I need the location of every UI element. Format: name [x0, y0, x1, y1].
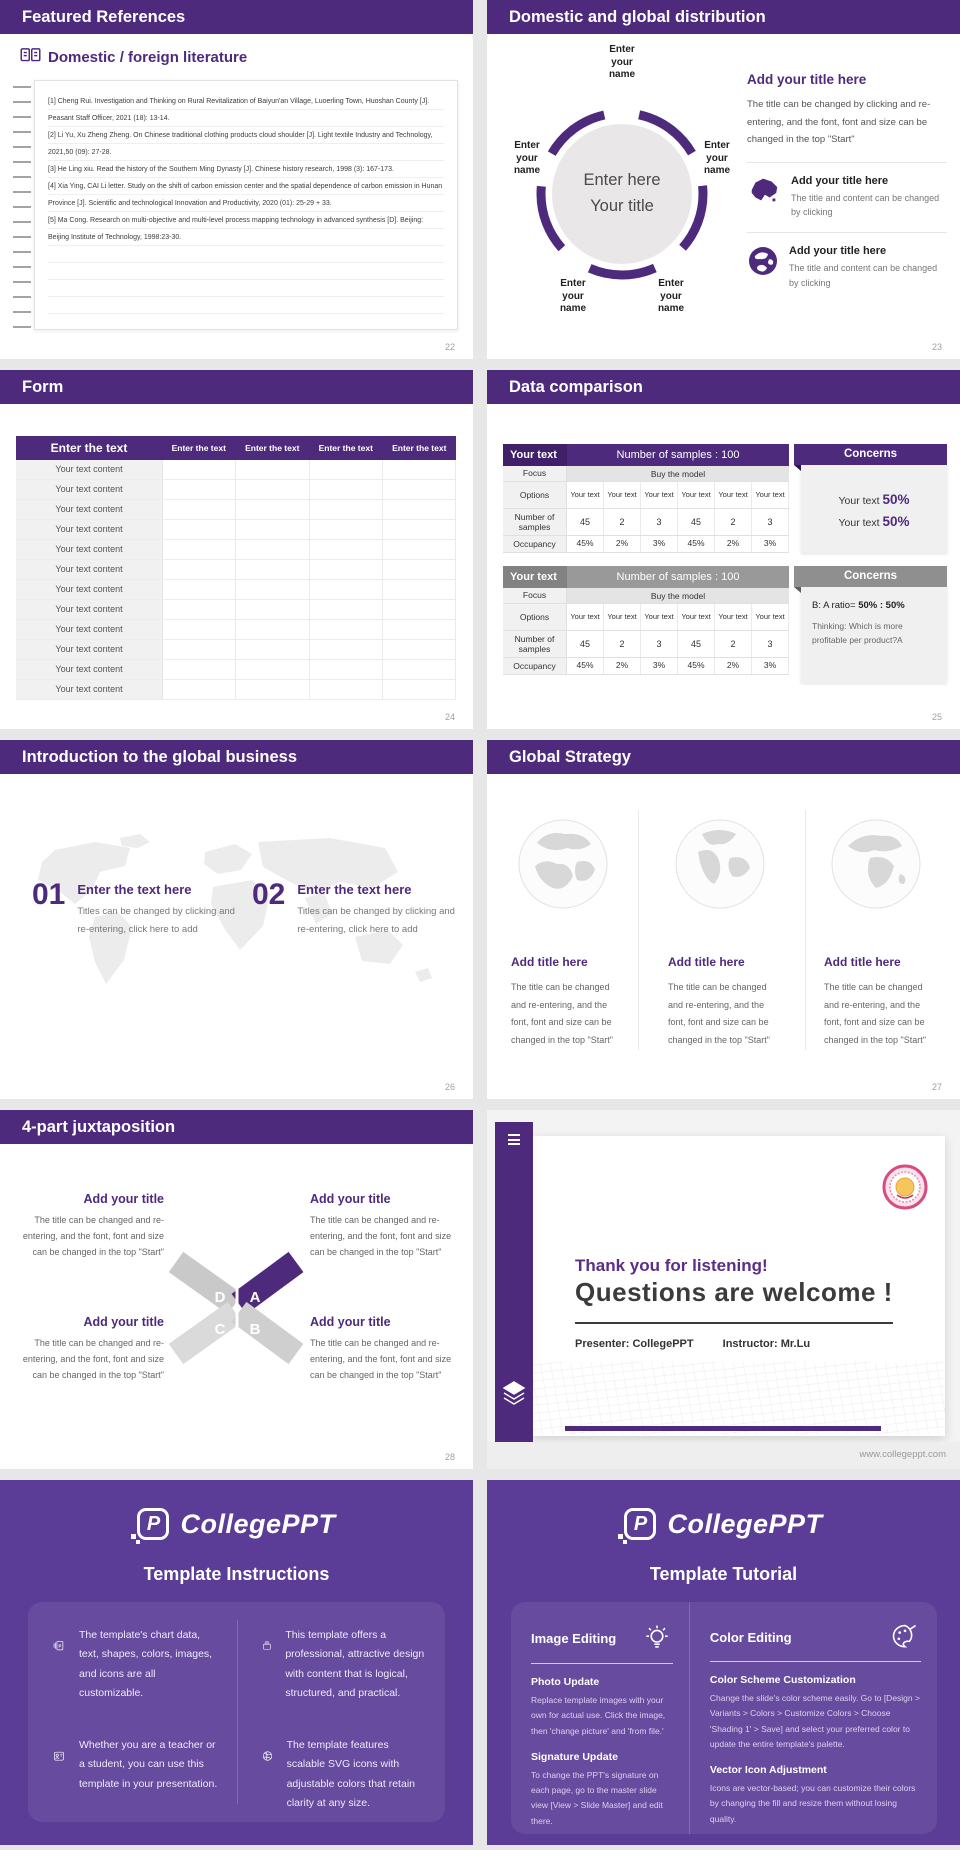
- brand-logo: [487, 1508, 960, 1540]
- box-icon: [261, 1626, 273, 1666]
- diagram-node-label: Enter your name: [608, 44, 636, 80]
- divider: [710, 1661, 921, 1662]
- panel-template-instructions[interactable]: [0, 1480, 473, 1845]
- panel-template-tutorial[interactable]: [487, 1480, 960, 1845]
- slide-title-bar: Featured References: [0, 0, 473, 34]
- feature-card: The template features scalable SVG icons with adjustable colors that retain clarity at any size.: [237, 1712, 446, 1822]
- page-number: 26: [444, 1082, 455, 1092]
- tip-text: Replace template images with your own for actual use. Click the image, then 'change picture' and 'from file.': [531, 1695, 666, 1736]
- callout-body: [801, 465, 947, 553]
- column-text: The title can be changed and re-entering, and the font, font and size can be changed in the top "Start": [668, 982, 770, 1045]
- page-number: 22: [444, 342, 455, 352]
- thanks-line: Thank you for listening!: [575, 1256, 768, 1275]
- table-row: Your text content: [16, 500, 456, 520]
- item-text: Titles can be changed by clicking and re-entering, click here to add: [77, 906, 235, 935]
- instructor-label: Instructor: Mr.Lu: [722, 1338, 811, 1350]
- strategy-column: [668, 818, 780, 1049]
- slide-preview-22[interactable]: [0, 0, 473, 359]
- reference-item: [4] Xia Ying, CAI Li letter. Study on the shift of carbon emission center and the spatial dependence of carbon emission in Hunan Province [J]. Scientific and technological Innovation and Productivity, 2020 (01): 25-29 + 33.: [48, 183, 443, 207]
- presenter-label: Presenter: CollegePPT: [575, 1338, 694, 1350]
- column-title: Add title here: [511, 955, 588, 969]
- slide-preview-27[interactable]: [487, 740, 960, 1099]
- references-card: [34, 80, 458, 330]
- table-row: Your text content: [16, 560, 456, 580]
- purple-sidebar: [495, 1122, 533, 1452]
- slide-preview-26[interactable]: [0, 740, 473, 1099]
- table-row: Your text content: [16, 640, 456, 660]
- table-row: Options Your text Your text Your text Your text Your text Your text: [503, 604, 789, 631]
- block-text: The title can be changed by clicking and re-entering, and the font, font and size can be changed in the top "Start": [747, 99, 931, 146]
- item-number: 01: [32, 878, 66, 911]
- comparison-table-1: [503, 444, 789, 553]
- reference-item: [1] Cheng Rui. Investigation and Thinking on Rural Revitalization of Baiyun'an Village, Luoerling Town, Huoshan County [J]. Peasant Staff Officer, 2021 (18): 13-14.: [48, 98, 430, 122]
- svg-text:P: P: [58, 1643, 62, 1649]
- website-label: www.collegeppt.com: [859, 1449, 946, 1460]
- concerns-callout-2: [801, 566, 947, 683]
- globe-image: [674, 818, 766, 910]
- item-text: Titles can be changed by clicking and re-entering, click here to add: [297, 906, 455, 935]
- table-row: Your text content: [16, 460, 456, 480]
- column-header: Enter the text: [318, 443, 373, 453]
- callout-body: [801, 587, 947, 683]
- circular-diagram: [503, 42, 741, 324]
- column-divider: [805, 810, 806, 1050]
- quadrant-block: Add your title The title can be changed and re-entering, and the font, font and size can be changed in the top "Start": [310, 1315, 452, 1381]
- right-column: [747, 72, 947, 290]
- table-row: Your text content: [16, 580, 456, 600]
- divider: [531, 1663, 673, 1664]
- underline-rule: [575, 1322, 893, 1324]
- questions-line: Questions are welcome !: [575, 1277, 893, 1307]
- feature-cards: [28, 1602, 445, 1822]
- diagram-node-label: Enter your name: [703, 140, 731, 176]
- item-number: 02: [252, 878, 286, 911]
- diagram-center-label: Enter here Your title: [583, 171, 661, 215]
- slide-preview-24[interactable]: [0, 370, 473, 729]
- quadrant-block: Add your title The title can be changed and re-entering, and the font, font and size can be changed in the top "Start": [22, 1192, 164, 1258]
- svg-text:A: A: [249, 1289, 261, 1306]
- column-header: Enter the text: [171, 443, 226, 453]
- table-row: Your text content: [16, 540, 456, 560]
- callout-line: Thinking: Which is more profitable per product?A: [812, 621, 903, 646]
- feature-card: Whether you are a teacher or a student, you can use this template in your presentation.: [28, 1712, 237, 1822]
- block-title: Add your title here: [747, 72, 867, 87]
- table-row: Options Your text Your text Your text Your text Your text Your text: [503, 482, 789, 509]
- layers-icon: [502, 1380, 526, 1406]
- slide-title-bar: Data comparison: [487, 370, 960, 404]
- page-number: 23: [931, 342, 942, 352]
- diagram-node-label: Enter your name: [559, 278, 587, 314]
- lightbulb-icon: [641, 1622, 673, 1654]
- world-map-background: [0, 832, 473, 1092]
- slide-preview-thank-you[interactable]: [487, 1110, 960, 1469]
- ball-icon: [261, 1736, 274, 1776]
- globe-image: [830, 818, 922, 910]
- table-row: Your text content: [16, 480, 456, 500]
- slide-title-bar: 4-part juxtaposition: [0, 1110, 473, 1144]
- tip-title: Vector Icon Adjustment: [709, 1764, 827, 1777]
- column-title: Color Editing: [709, 1629, 792, 1645]
- table-row: Your text content: [16, 600, 456, 620]
- section-heading: [20, 46, 247, 68]
- accent-bar: [565, 1426, 881, 1431]
- table-row: Occupancy 45% 2% 3% 45% 2% 3%: [503, 658, 789, 675]
- callout-header: Concerns: [794, 566, 947, 587]
- quadrant-block: Add your title The title can be changed and re-entering, and the font, font and size can be changed in the top "Start": [310, 1192, 452, 1258]
- id-card-icon: [52, 1736, 66, 1776]
- palette-icon: [889, 1622, 921, 1652]
- svg-text:C: C: [214, 1321, 226, 1338]
- slide-title-bar: Domestic and global distribution: [487, 0, 960, 34]
- tip-text: To change the PPT's signature on each page, go to the master slide view [View > Slide Master] and edit there.: [531, 1769, 663, 1826]
- table-header-row: [16, 436, 456, 460]
- item-text: The title and content can be changed by clicking: [789, 263, 938, 288]
- reference-item: [5] Ma Cong. Research on multi-objective and multi-level process mapping technology in advanced synthesis [D]. Beijing: Beijing Institute of Technology, 1998:23-30.: [48, 217, 424, 241]
- table-row: Your text content: [16, 680, 456, 700]
- table-row: Occupancy 45% 2% 3% 45% 2% 3%: [503, 536, 789, 553]
- item-text: The title and content can be changed by clicking: [791, 192, 940, 218]
- slide-title-bar: Global Strategy: [487, 740, 960, 774]
- comparison-table-2: [503, 566, 789, 675]
- numbered-item: [32, 880, 235, 938]
- hamburger-menu-icon: [508, 1134, 520, 1148]
- tutorial-column-image-editing: [511, 1602, 690, 1834]
- globe-image: [517, 818, 609, 910]
- wireframe-mesh-decoration: [533, 1362, 945, 1434]
- panel-heading: Template Instructions: [143, 1564, 330, 1584]
- panel-heading: Template Tutorial: [649, 1564, 798, 1584]
- svg-text:B: B: [249, 1321, 261, 1338]
- reference-item: [2] Li Yu, Xu Zheng Zheng. On Chinese traditional clothing products cloud shoulder [J]. Light textile Industry and Technology, 2021,50 (09): 27-28.: [48, 132, 433, 156]
- diagram-node-label: Enter your name: [657, 278, 685, 314]
- callout-line: Your text 50%: [838, 513, 910, 529]
- table-row: Your text content: [16, 520, 456, 540]
- strategy-column: [824, 818, 936, 1049]
- footer-strip: [487, 1442, 960, 1469]
- brand-logo: [0, 1508, 473, 1540]
- open-book-icon: [20, 46, 41, 68]
- tip-text: Change the slide's color scheme easily. Go to [Design > Variants > Colors > Customize Colors > Choose 'Shading 1' > Save] and select your preferred color to update the entire template's palette.: [709, 1693, 920, 1749]
- page-number: 28: [444, 1452, 455, 1462]
- callout-line: B: A ratio= 50% : 50%: [812, 600, 905, 611]
- divider: [747, 162, 947, 163]
- callout-header: Concerns: [794, 444, 947, 465]
- table-row: Your text content: [16, 660, 456, 680]
- column-title: Add title here: [668, 955, 745, 969]
- quadrant-block: Add your title The title can be changed and re-entering, and the font, font and size can be changed in the top "Start": [22, 1315, 164, 1381]
- tutorial-column-color-editing: [690, 1602, 937, 1834]
- divider: [747, 232, 947, 233]
- spiral-binding-decoration: [13, 86, 31, 328]
- data-table: [16, 436, 456, 700]
- column-header: Enter the text: [245, 443, 300, 453]
- tip-text: Icons are vector-based; you can customize their colors by changing the fill and resize them without losing quality.: [709, 1783, 916, 1824]
- slide-title-bar: Introduction to the global business: [0, 740, 473, 774]
- table-row: Your text content: [16, 620, 456, 640]
- column-header: Enter the text: [392, 443, 447, 453]
- credits-line: [575, 1338, 836, 1350]
- feature-card: This template offers a professional, attractive design with content that is logical, structured, and practical.: [237, 1602, 446, 1712]
- slide-preview-25[interactable]: [487, 370, 960, 729]
- column-divider: [638, 810, 639, 1050]
- slide-preview-28[interactable]: [0, 1110, 473, 1469]
- brand-logo-text: CollegePPT: [667, 1508, 823, 1539]
- table-header-row: Your text Number of samples : 100: [503, 444, 789, 466]
- brand-logo-icon: P: [624, 1508, 656, 1540]
- page-number: 25: [931, 712, 942, 722]
- diagram-node-label: Enter your name: [513, 140, 541, 176]
- list-item: [747, 175, 947, 220]
- slide-preview-23[interactable]: [487, 0, 960, 359]
- page-number: 27: [931, 1082, 942, 1092]
- table-row: Number of samples 45 2 3 45 2 3: [503, 631, 789, 658]
- table-row: Number of samples 45 2 3 45 2 3: [503, 509, 789, 536]
- column-title: Add title here: [824, 955, 901, 969]
- item-title: Enter the text here: [77, 882, 192, 897]
- svg-text:D: D: [214, 1289, 226, 1306]
- slides-icon: [52, 1626, 66, 1666]
- slide-title-bar: Form: [0, 370, 473, 404]
- tip-title: Photo Update: [531, 1676, 600, 1688]
- x-ribbon-graphic: [160, 1242, 312, 1374]
- item-title: Add your title here: [791, 174, 889, 187]
- column-header: Enter the text: [50, 441, 128, 455]
- concerns-callout-1: [801, 444, 947, 553]
- tutorial-cards: [511, 1602, 937, 1834]
- brand-logo-text: CollegePPT: [180, 1508, 336, 1539]
- china-map-icon: [747, 175, 781, 210]
- table-row: Focus Buy the model: [503, 588, 789, 604]
- tip-title: Color Scheme Customization: [709, 1674, 856, 1686]
- column-text: The title can be changed and re-entering, and the font, font and size can be changed in the top "Start": [824, 982, 926, 1045]
- table-row: Focus Buy the model: [503, 466, 789, 482]
- column-text: The title can be changed and re-entering, and the font, font and size can be changed in the top "Start": [511, 982, 613, 1045]
- brand-logo-icon: P: [137, 1508, 169, 1540]
- callout-line: Your text 50%: [838, 492, 910, 507]
- reference-item: [3] He Ling xiu. Read the history of the Southern Ming Dynasty [J]. Chinese history research, 1998 (3): 167-173.: [48, 166, 394, 173]
- table-header-row: Your text Number of samples : 100: [503, 566, 789, 588]
- item-title: Add your title here: [789, 245, 887, 258]
- column-title: Image Editing: [531, 1630, 617, 1646]
- page-number: 24: [444, 712, 455, 722]
- feature-card: P The template's chart data, text, shapes, colors, images, and icons are all customizable.: [28, 1602, 237, 1712]
- strategy-column: [511, 818, 623, 1049]
- list-item: [747, 245, 947, 290]
- tip-title: Signature Update: [531, 1750, 618, 1763]
- item-title: Enter the text here: [297, 882, 412, 897]
- globe-icon: [747, 245, 779, 282]
- section-heading-label: Domestic / foreign literature: [48, 48, 248, 66]
- college-seal: [882, 1164, 928, 1210]
- numbered-item: [252, 880, 455, 938]
